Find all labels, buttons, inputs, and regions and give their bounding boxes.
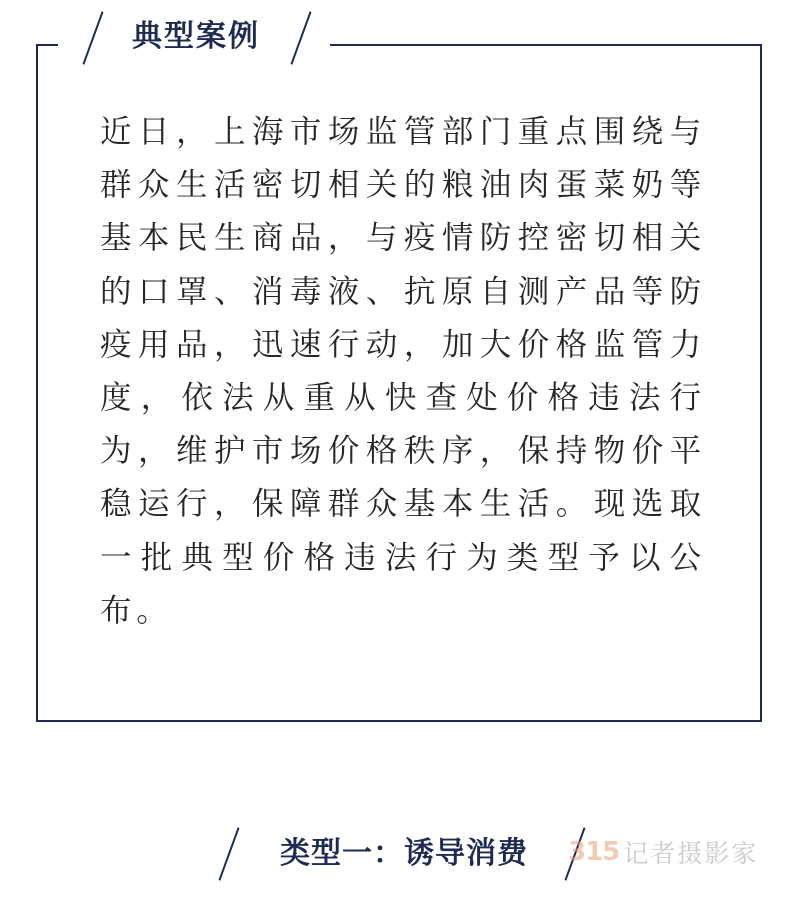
body-paragraph: 近日，上海市场监管部门重点围绕与群众生活密切相关的粮油肉蛋菜奶等基本民生商品，与疫情防控密切相关的口罩、消毒液、抗原自测产品等防疫用品，迅速行动，加大价格监管力度，依法从重从快查处价格违法行为，维护市场价格秩序，保持物价平稳运行，保障群众基本生活。现选取一批典型价格违法行为类型予以公布。: [100, 114, 706, 629]
type-slash-left: [218, 827, 239, 880]
watermark-number: 315: [568, 837, 620, 867]
watermark-text: 记者摄影家: [623, 839, 759, 868]
watermark: [568, 832, 758, 872]
section-title: 典型案例: [132, 19, 260, 54]
type-heading: 类型一：诱导消费: [280, 836, 528, 871]
